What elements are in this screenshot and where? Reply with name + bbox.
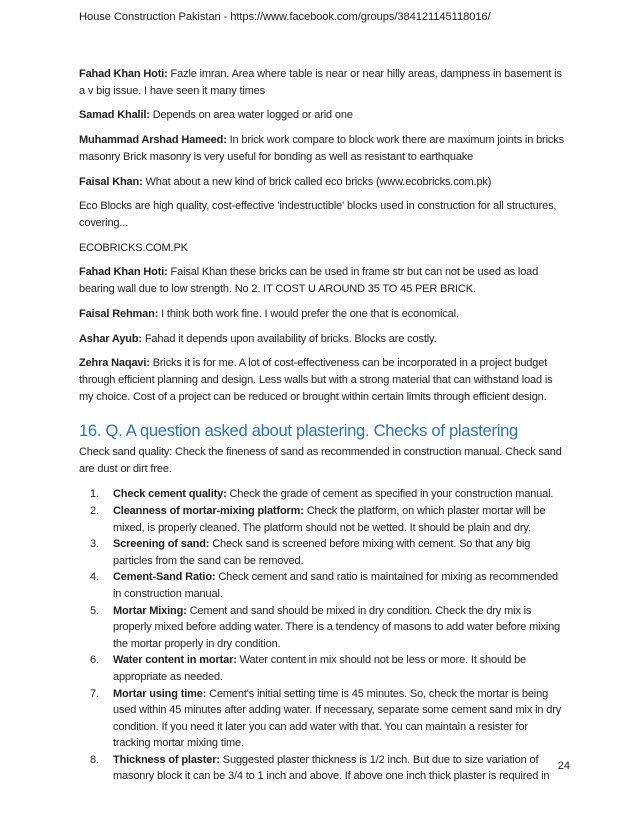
comment-author: Ashar Ayub: — [79, 332, 142, 345]
section-heading: 16. Q. A question asked about plastering. Checks of plastering — [79, 421, 518, 441]
comment-paragraph — [79, 174, 566, 191]
checklist-number: 3. — [90, 538, 99, 551]
checklist-number: 8. — [90, 753, 99, 766]
checklist-item — [79, 752, 566, 785]
checklist-number: 6. — [90, 654, 99, 667]
checklist-item — [79, 686, 566, 752]
comment-thread — [79, 66, 566, 405]
comment-paragraph — [79, 331, 566, 348]
checklist-term: Screening of sand: — [113, 538, 210, 551]
page-content — [79, 66, 566, 785]
checklist-term: Mortar using time: — [113, 687, 207, 700]
checklist-term: Cement-Sand Ratio: — [113, 571, 216, 584]
checklist-text: Check cement and sand ratio is maintained for mixing as recommended in construction manual. — [113, 571, 559, 600]
comment-text: ECOBRICKS.COM.PK — [79, 241, 188, 254]
checklist-text: Cement's initial setting time is 45 minutes. So, check the mortar is being used within 45 minutes after adding water. If necessary, separate some cement sand mix in dry condition. If you need it later you can add water with that. You can maintain a resister for tracking mortar mixing time. — [113, 687, 562, 750]
checklist-text: Cement and sand should be mixed in dry condition. Check the dry mix is properly mixed before adding water. There is a tendency of masons to add water before mixing the mortar properly in dry condition. — [113, 604, 561, 650]
comment-text: What about a new kind of brick called eco bricks (www.ecobricks.com.pk) — [142, 175, 492, 188]
checklist-text: Check the platform, on which plaster mortar will be mixed, is properly cleaned. The platform should not be wetted. It should be plain and dry. — [113, 504, 546, 534]
checklist-text: Check the grade of cement as specified in your construction manual. — [226, 488, 554, 501]
comment-paragraph — [79, 264, 566, 297]
comment-author: Samad Khalil: — [79, 109, 150, 122]
comment-paragraph — [79, 306, 566, 323]
checklist-item — [79, 569, 566, 602]
section-intro: Check sand quality: Check the fineness of sand as recommended in construction manual. Check sand are dust or dirt free. — [79, 446, 562, 475]
comment-paragraph — [79, 66, 566, 99]
comment-author: Fahad Khan Hoti: — [79, 266, 168, 279]
checklist-number: 2. — [90, 504, 99, 517]
checklist-item — [79, 486, 566, 503]
checklist-term: Check cement quality: — [113, 488, 227, 501]
checklist-item — [79, 652, 566, 685]
comment-text: Depends on area water logged or arid one — [149, 109, 353, 122]
comment-author: Fahad Khan Hoti: — [79, 68, 168, 80]
page-header: House Construction Pakistan - https://www.facebook.com/groups/384121145118016/ — [79, 11, 491, 23]
checklist-text: Suggested plaster thickness is 1/2 inch. But due to size variation of masonry block it can be 3/4 to 1 inch and above. If above one inch thick plaster is required in — [113, 753, 550, 783]
checklist-number: 5. — [90, 604, 99, 617]
checklist-text: Water content in mix should not be less or more. It should be appropriate as needed. — [113, 654, 527, 683]
comment-text: In brick work compare to block work there are maximum joints in bricks masonry Brick masonry is very useful for bonding as well as resistant to earthquake — [79, 134, 564, 163]
comment-text: I think both work fine. I would prefer the one that is economical. — [158, 307, 459, 320]
comment-author: Muhammad Arshad Hameed: — [79, 134, 227, 147]
comment-paragraph — [79, 198, 566, 231]
comment-author: Faisal Rehman: — [79, 307, 159, 320]
comment-text: Bricks it is for me. A lot of cost-effectiveness can be incorporated in a project budget through efficient planning and design. Less walls but with a strong material that can withstand load is my choice. Cost of a project can be reduced or brought within certain limits through efficient design. — [79, 357, 553, 403]
checklist-number: 7. — [90, 687, 99, 700]
checklist — [79, 486, 566, 785]
checklist-item — [79, 503, 566, 536]
checklist-term: Mortar Mixing: — [113, 604, 187, 617]
page-number: 24 — [557, 760, 570, 772]
checklist-item — [79, 603, 566, 653]
comment-text: Faisal Khan these bricks can be used in frame str but can not be used as load bearing wall due to low strength. No 2. IT COST U AROUND 35 TO 45 PER BRICK. — [79, 266, 539, 296]
comment-paragraph — [79, 355, 566, 405]
comment-author: Zehra Naqavi: — [79, 357, 150, 370]
checklist-item — [79, 536, 566, 569]
checklist-term: Water content in mortar: — [113, 654, 237, 667]
comment-paragraph — [79, 107, 566, 124]
comment-text: Fahad it depends upon availability of bricks. Blocks are costly. — [141, 332, 437, 345]
comment-author: Faisal Khan: — [79, 175, 143, 188]
comment-text: Fazle imran. Area where table is near or near hilly areas, dampness in basement is a v big issue. I have seen it many times — [79, 68, 562, 97]
checklist-number: 4. — [90, 571, 99, 584]
checklist-number: 1. — [90, 488, 99, 501]
checklist-term: Thickness of plaster: — [113, 753, 220, 766]
comment-paragraph — [79, 240, 566, 257]
checklist-term: Cleanness of mortar-mixing platform: — [113, 504, 304, 517]
comment-text: Eco Blocks are high quality, cost-effective 'indestructible' blocks used in construction for all structures, covering... — [79, 200, 557, 229]
checklist-text: Check sand is screened before mixing with cement. So that any big particles from the sand can be removed. — [113, 538, 531, 567]
comment-paragraph — [79, 132, 566, 165]
